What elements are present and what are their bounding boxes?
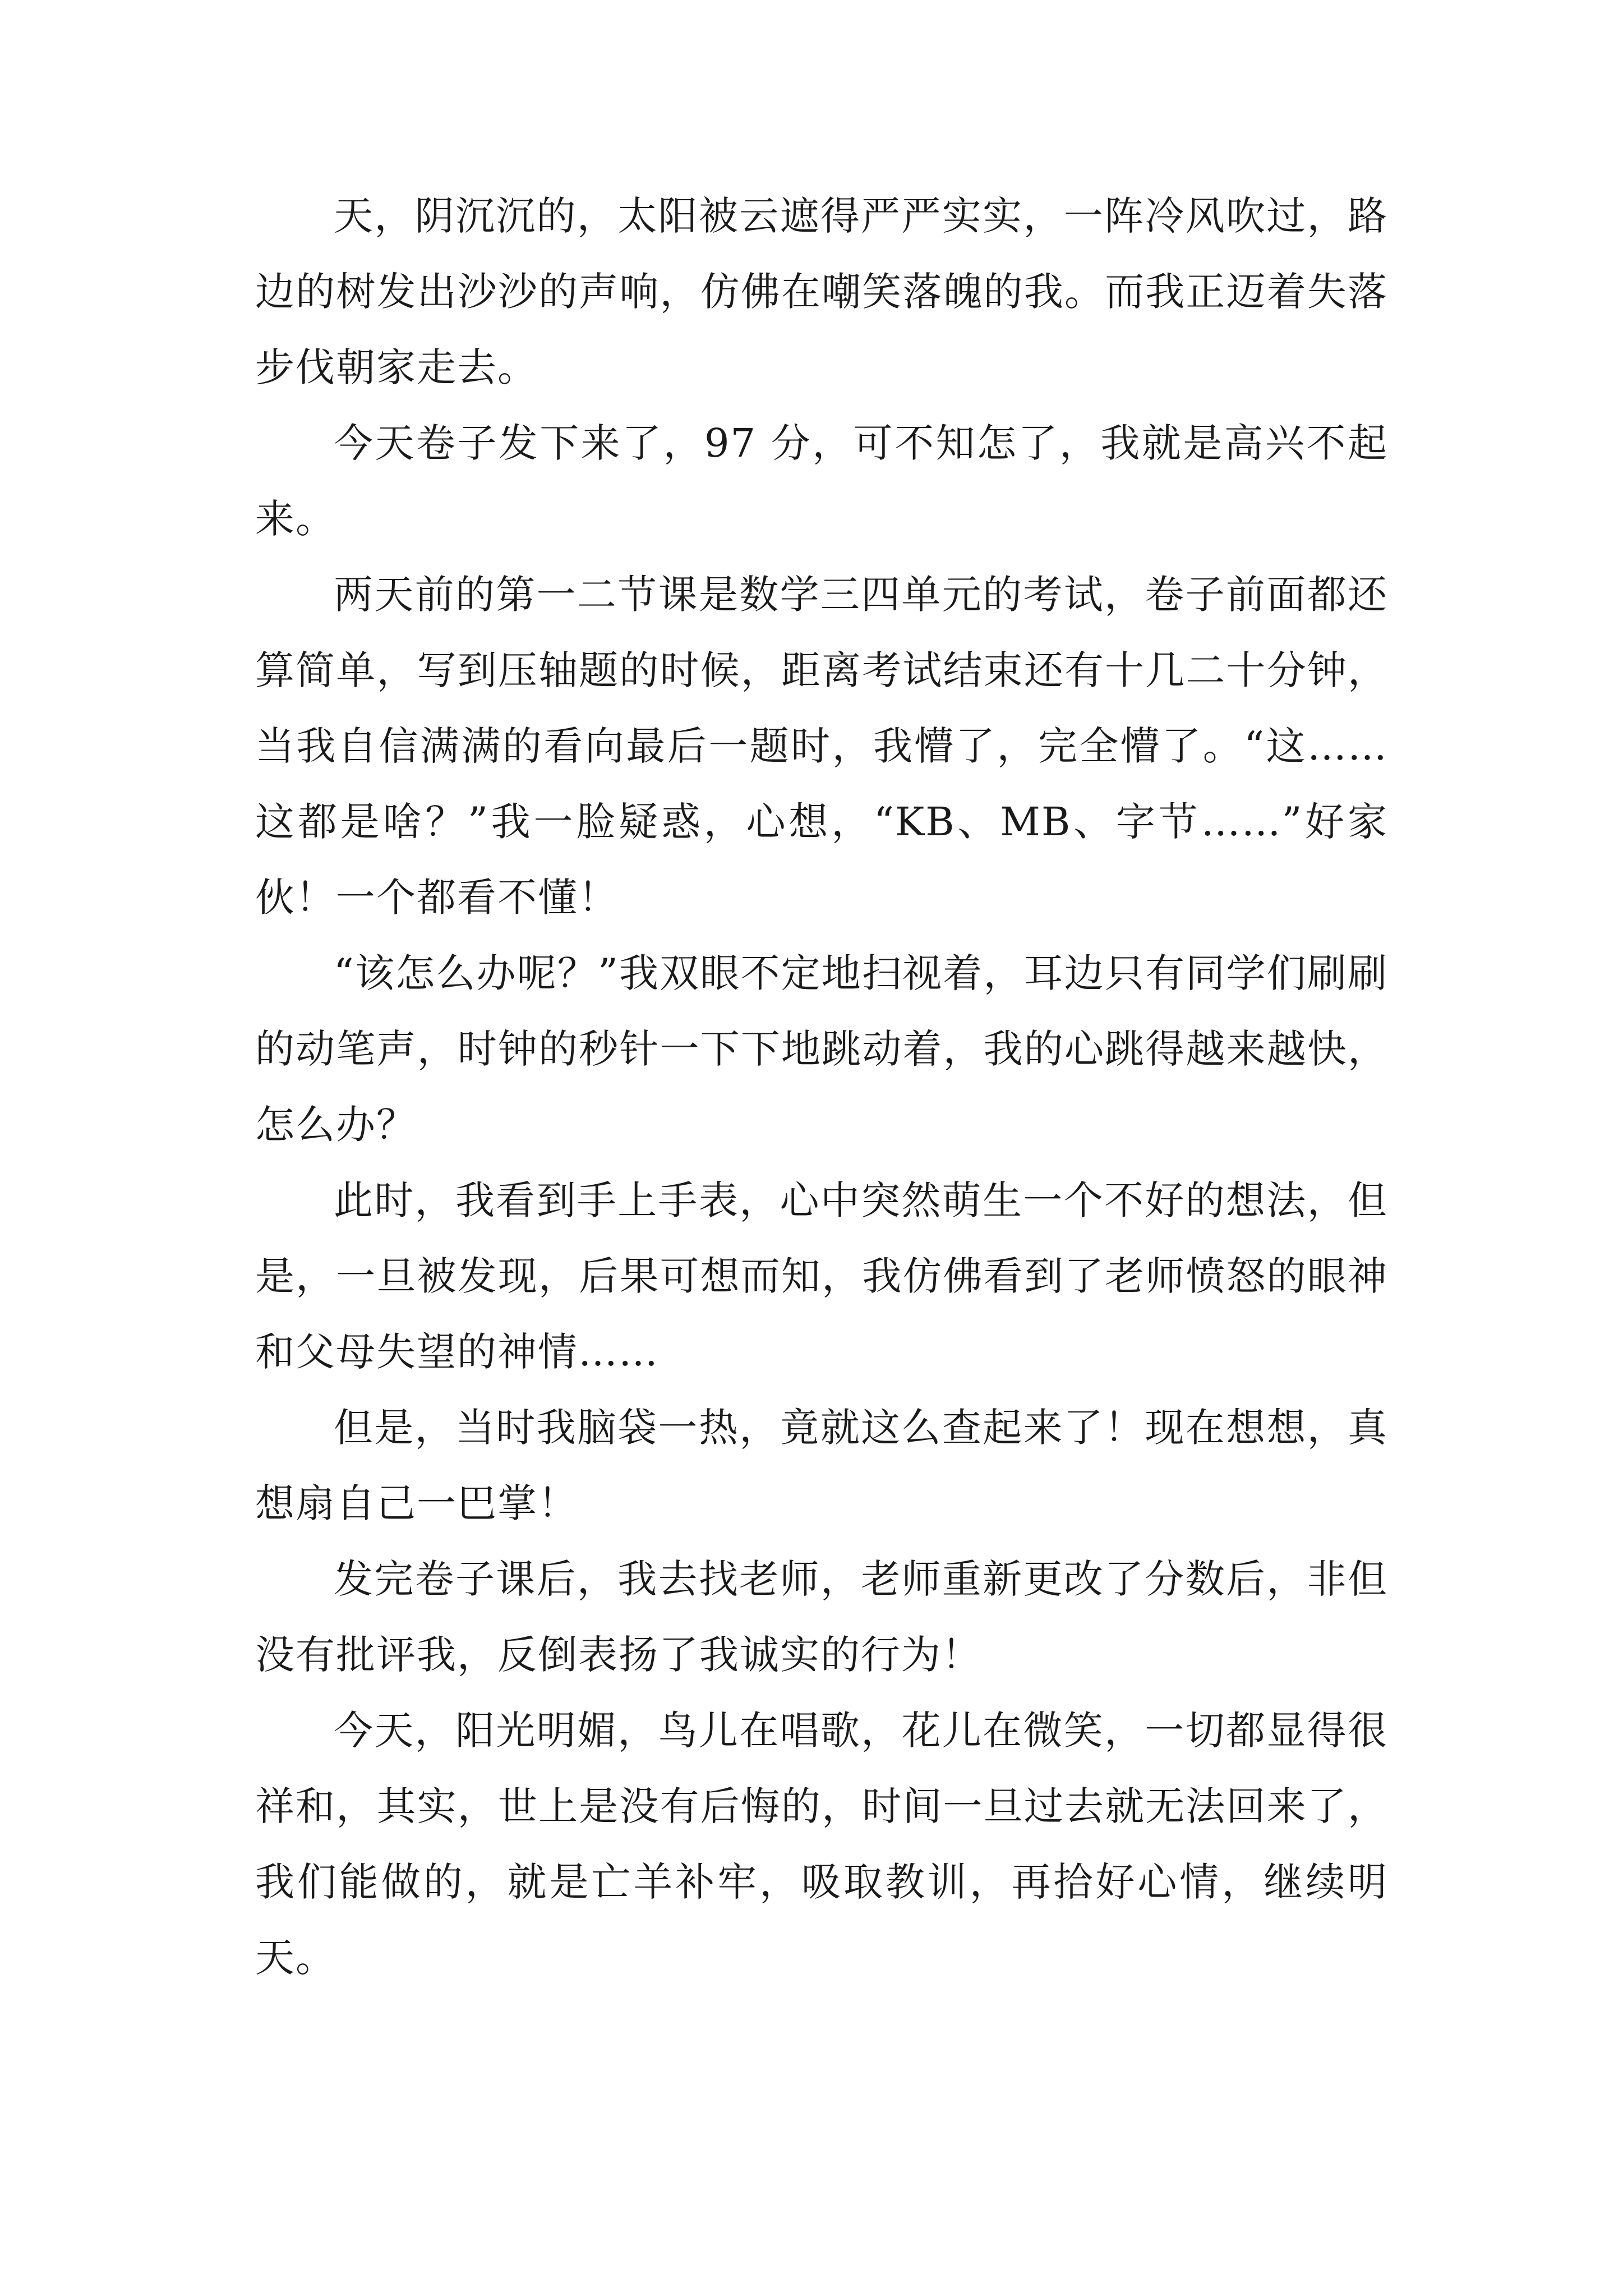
paragraph-1: 天，阴沉沉的，太阳被云遮得严严实实，一阵冷风吹过，路边的树发出沙沙的声响，仿佛在嘲笑落魄的我。而我正迈着失落步伐朝家走去。 (255, 193, 1388, 390)
paragraph-3: 两天前的第一二节课是数学三四单元的考试，卷子前面都还算简单，写到压轴题的时候，距离考试结束还有十几二十分钟，当我自信满满的看向最后一题时，我懵了，完全懵了。“这……这都是啥？”我一脸疑惑，心想，“KB、MB、字节……”好家伙！一个都看不懂！ (255, 572, 1388, 921)
essay-body (255, 178, 1388, 1996)
paragraph-4: “该怎么办呢？”我双眼不定地扫视着，耳边只有同学们刷刷的动笔声，时钟的秒针一下下地跳动着，我的心跳得越来越快，怎么办？ (255, 950, 1388, 1148)
paragraph-8: 今天，阳光明媚，鸟儿在唱歌，花儿在微笑，一切都显得很祥和，其实，世上是没有后悔的，时间一旦过去就无法回来了，我们能做的，就是亡羊补牢，吸取教训，再拾好心情，继续明天。 (255, 1708, 1388, 1981)
paragraph-5: 此时，我看到手上手表，心中突然萌生一个不好的想法，但是，一旦被发现，后果可想而知，我仿佛看到了老师愤怒的眼神和父母失望的神情…… (255, 1177, 1388, 1375)
paragraph-6: 但是，当时我脑袋一热，竟就这么查起来了！现在想想，真想扇自己一巴掌！ (255, 1405, 1388, 1526)
paragraph-7: 发完卷子课后，我去找老师，老师重新更改了分数后，非但没有批评我，反倒表扬了我诚实的行为！ (255, 1556, 1388, 1678)
paragraph-2: 今天卷子发下来了，97 分，可不知怎了，我就是高兴不起来。 (255, 420, 1388, 542)
